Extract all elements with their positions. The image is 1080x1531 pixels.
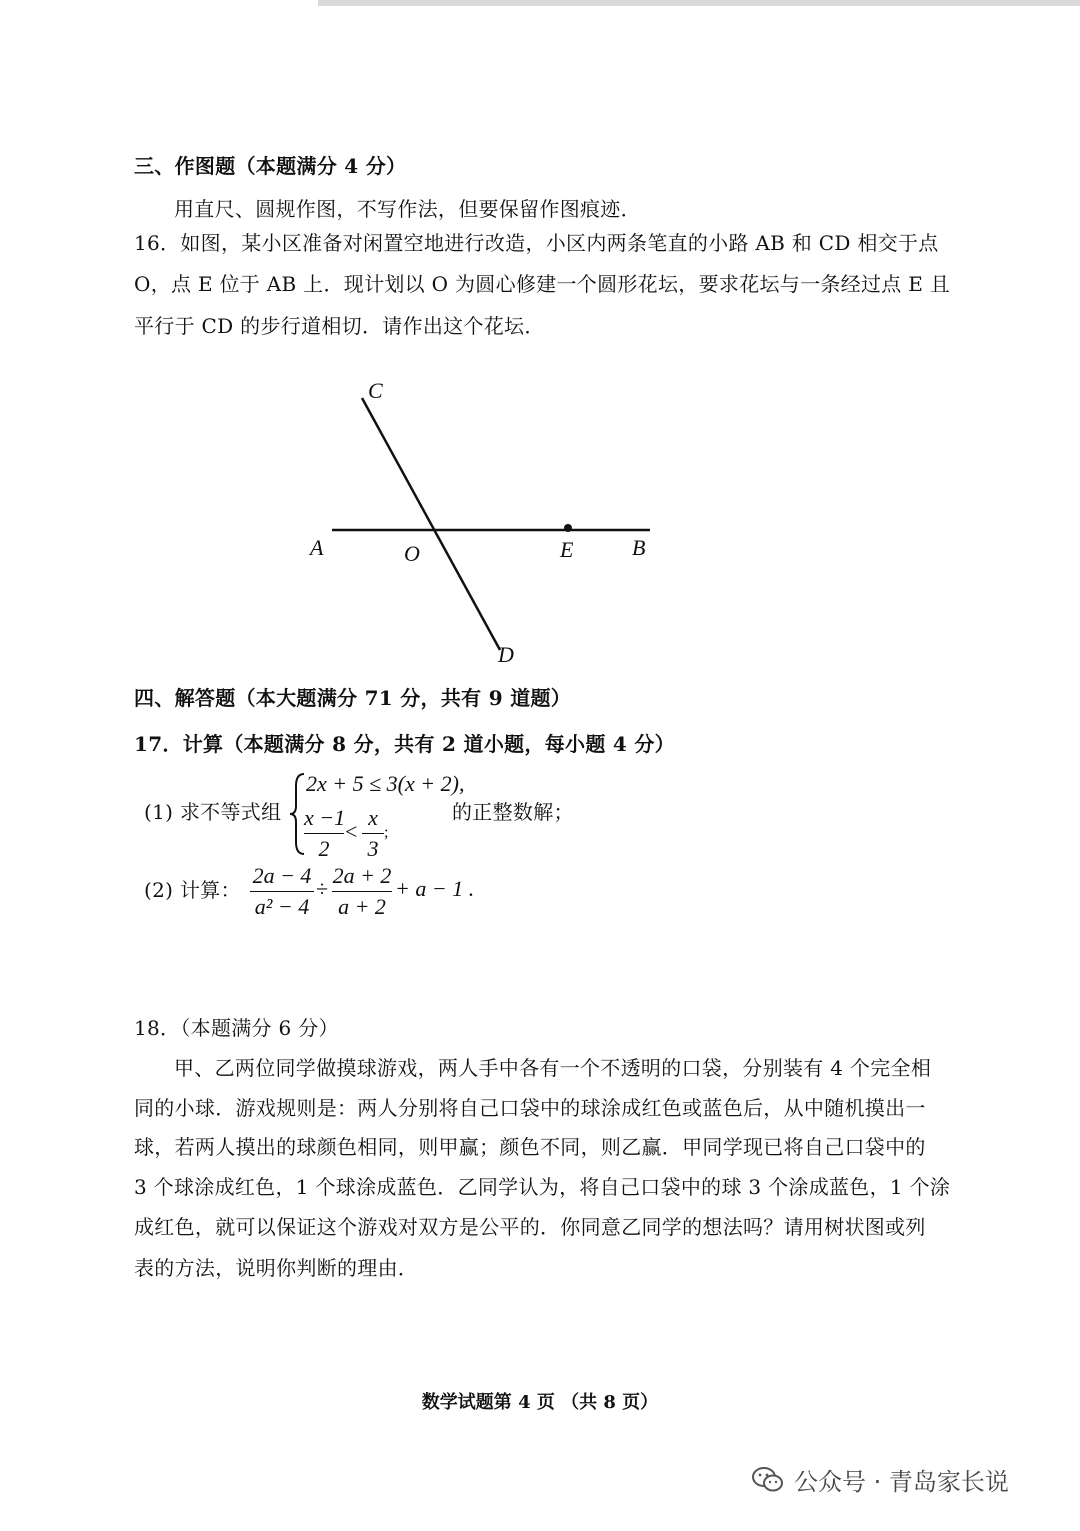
q17-part1-prefix: (1) 求不等式组 [144, 800, 282, 824]
fraction-denominator: 3 [367, 836, 379, 861]
system-eq2-right-fraction [362, 804, 384, 863]
q17-title: 17．计算（本题满分 8 分，共有 2 道小题，每小题 4 分） [134, 732, 675, 756]
label-c: C [368, 378, 383, 403]
fraction-numerator: x −1 [304, 805, 346, 830]
fraction-denominator: 2 [318, 836, 330, 861]
divide-sign: ÷ [316, 876, 329, 901]
page-footer: 数学试题第 4 页 （共 8 页） [421, 1392, 659, 1413]
q16-line2: O，点 E 位于 AB 上．现计划以 O 为圆心修建一个圆形花坛，要求花坛与一条经过点 E 且 [134, 272, 951, 296]
label-a: A [310, 535, 324, 560]
q18-line6: 表的方法，说明你判断的理由． [134, 1256, 419, 1280]
q18-line5: 成红色，就可以保证这个游戏对双方是公平的．你同意乙同学的想法吗？请用树状图或列 [134, 1215, 926, 1239]
section3-heading: 三、作图题（本题满分 4 分） [134, 154, 407, 178]
q16-line1: 16．如图，某小区准备对闲置空地进行改造，小区内两条笔直的小路 AB 和 CD 相交于点 [134, 231, 939, 255]
fraction-denominator: a + 2 [338, 894, 386, 919]
q18-line2: 同的小球．游戏规则是：两人分别将自己口袋中的球涂成红色或蓝色后，从中随机摸出一 [134, 1096, 926, 1120]
fraction-numerator: 2a − 4 [252, 863, 312, 888]
system-eq2-left-fraction [304, 804, 344, 863]
fraction-numerator: x [368, 805, 378, 830]
q18-line3: 球，若两人摸出的球颜色相同，则甲赢；颜色不同，则乙赢．甲同学现已将自己口袋中的 [134, 1135, 926, 1159]
watermark-text: 公众号 · 青岛家长说 [794, 1468, 1009, 1496]
expr-fraction-2 [332, 862, 392, 921]
less-than-sign: < [345, 819, 358, 844]
q18-title: 18．（本题满分 6 分） [134, 1016, 339, 1040]
point-e-dot [564, 524, 572, 532]
expr-tail: + a − 1 . [395, 876, 475, 901]
section4-heading: 四、解答题（本大题满分 71 分，共有 9 道题） [134, 686, 572, 710]
fraction-denominator: a² − 4 [254, 894, 310, 919]
label-d: D [498, 642, 514, 667]
q17-part2-prefix: (2) 计算： [144, 878, 241, 902]
q18-line1: 甲、乙两位同学做摸球游戏，两人手中各有一个不透明的口袋，分别装有 4 个完全相 [174, 1056, 932, 1080]
label-b: B [632, 535, 646, 560]
expr-fraction-1 [250, 862, 314, 921]
system-semicolon: ; [384, 824, 389, 841]
wechat-watermark [752, 1462, 1009, 1497]
q18-line4: 3 个球涂成红色，1 个球涂成蓝色．乙同学认为，将自己口袋中的球 3 个涂成蓝色，1 个涂 [134, 1175, 951, 1199]
q17-part1-suffix: 的正整数解； [452, 800, 574, 824]
label-o: O [404, 541, 420, 566]
system-eq1: 2x + 5 ≤ 3(x + 2), [306, 771, 465, 796]
line-cd [362, 398, 500, 650]
section3-instruction: 用直尺、圆规作图，不写作法，但要保留作图痕迹． [174, 197, 641, 221]
geometry-figure [0, 0, 1080, 700]
wechat-icon [752, 1466, 784, 1494]
label-e: E [560, 537, 574, 562]
fraction-numerator: 2a + 2 [332, 863, 392, 888]
q16-line3: 平行于 CD 的步行道相切．请作出这个花坛． [134, 314, 545, 338]
